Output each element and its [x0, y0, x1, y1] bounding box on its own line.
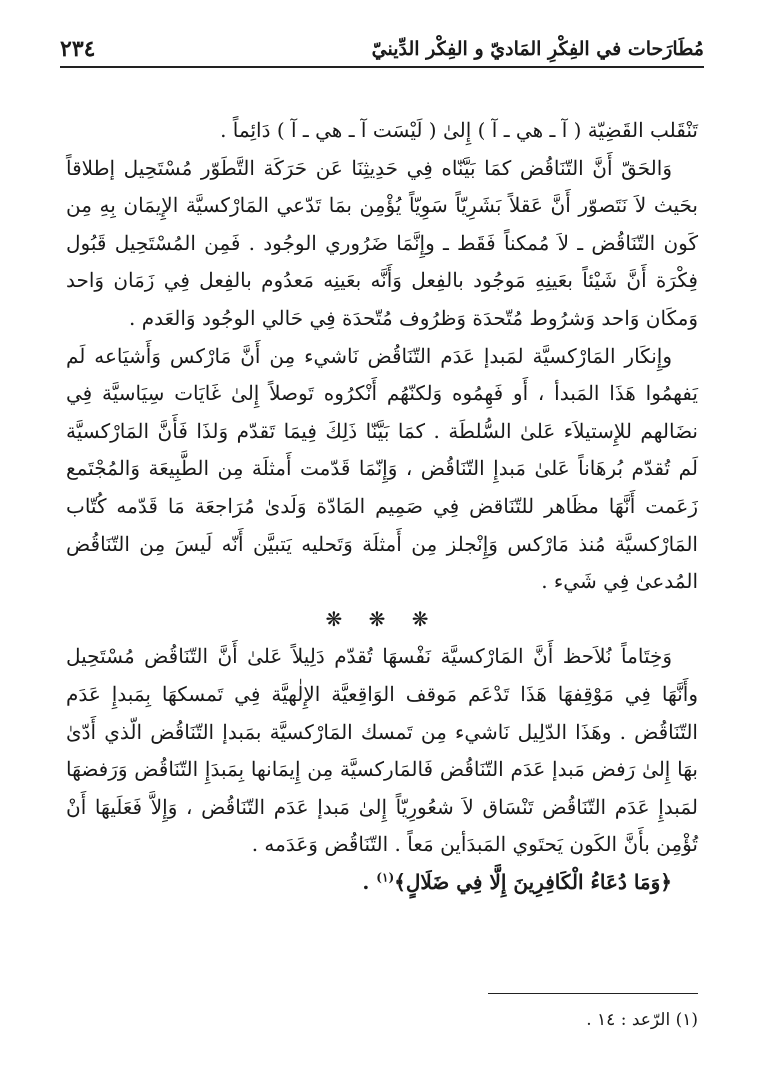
- page-number: ٢٣٤: [60, 36, 96, 62]
- running-title: مُطَارَحات في الفِكْرِ المَاديّ و الفِكْر الدِّينيّ: [371, 38, 704, 60]
- section-divider: ❋ ❋ ❋: [325, 606, 439, 631]
- paragraph-conclusion: وَخِتَاماً نُلاَحظ أَنَّ المَارْكسيَّة نَفْسهَا تُقدّم دَلِيلاً عَلىٰ أَنَّ التّنَاقُض مُسْتَحِيل وأَنَّهَا فِي مَوْقِفهَا هَذَا تَدْعَم مَوقف الوَاقِعيَّة الإِلٰهيَّة فِي تَمسكهَا بِمَبدإِ عَدَم التّنَاقُض . وهَذَا الدّلِيل نَاشيء مِن تَمسك المَارْكسيَّة بمَبدإ التّنَاقُض الّذي أَدّىٰ بهَا إِلىٰ رَفض مَبدإ عَدَم التّنَاقُض فَالمَاركسيَّة مِن إِيمَانها بِمَبدَإِ التّنَاقُض وَرَفضهَا لمَبدإِ عَدَم التّنَاقُض تَنْسَاق لاَ شعُورِيّاً إِلىٰ مَبدإ عَدَم التّنَاقُض ، وَإِلاَّ فَعَلَيهَا أَنْ تُؤْمِن بأَنَّ الكَون يَحتَوي المَبدَأين مَعاً . التّنَاقُض وَعَدَمه .: [66, 644, 698, 857]
- footnote-rule: [488, 993, 698, 994]
- header-rule: [60, 66, 704, 68]
- footnote-reference[interactable]: (١): [376, 870, 395, 885]
- paragraph-contradiction-impossible: وَالحَقّ أَنَّ التّنَاقُض كمَا بَيَّنّاه فِي حَدِيثِنَا عَن حَرَكَة التَّطَوّر مُسْتَحِيل إطلاقاً بحَيث لاَ نَتَصوّر أَنَّ عَقلاً بَشَرِيّاً سَوِيّاً يُؤْمِن بمَا تَدّعي المَارْكسيَّة الإِيمَان بِهِ مِن كَون التّنَاقُض ـ لاَ مُمكناً فَقَط ـ وإِنَّمَا ضَرُوري الوجُود . فَمِن المُسْتَحِيل قَبُول فِكْرَة أَنَّ شَيْئاً بعَينِهِ مَوجُود بالفِعل وَأَنَّه بعَينِه مَعدُوم بالفِعل فِي زَمَان وَاحد وَمكَان وَاحد وَشرُوط مُتّحدَة وَظرُوف مُتّحدَة فِي حَالي الوجُود وَالعَدم .: [66, 155, 698, 330]
- opening-line: تَنْقَلب القَضِيّة ( آ ـ هي ـ آ ) إِلىٰ ( لَيْسَت آ ـ هي ـ آ ) دَائِماً .: [220, 118, 698, 142]
- running-header: [60, 34, 704, 64]
- verse-end-mark: .: [362, 869, 377, 894]
- quran-verse-line: [66, 864, 698, 902]
- main-text: [66, 112, 698, 901]
- paragraph-marxist-denial: وإِنكَار المَارْكسيَّة لمَبدإ عَدَم التّنَاقُض نَاشيء مِن أَنَّ مَارْكس وَأَشيَاعه لَم يَفهمُوا هَذَا المَبدأ ، أَو فَهِمُوه وَلكنّهُم أَنْكرُوه تَوصلاً إِلىٰ غَايَات سِيَاسيَّة فِي نضَالهم للإِستيلاَء عَلىٰ السُّلطَة . كمَا بَيَّنّا ذَلِكَ فِيمَا تَقدّم وَلذَا فَأَنَّ المَارْكسيَّة لَم تُقدّم بُرهَاناً عَلىٰ مَبدإِ التّنَاقُض ، وَإِنّمَا قَدّمت أَمثلَة مِن الطَّبِيعَة وَالمُجْتَمع زَعَمت أَنَّهَا مظَاهر للتّنَاقض فِي صَمِيم المَادّة وَلَدىٰ مُرَاجعَة مَا قَدّمه كُتّاب المَارْكسيَّة مُنذ مَارْكس وَإِنْجلز مِن أَمثلَة وَتَحليه يَتبيَّن أَنّه لَيسَ مِن التّنَاقُض المُدعىٰ فِي شَيء .: [66, 343, 698, 594]
- quran-verse: ﴿وَمَا دُعَاءُ الْكَافِرِينَ إِلَّا فِي ضَلَالٍ﴾: [394, 869, 672, 894]
- footnote: (١) الرّعد : ١٤ .: [586, 1010, 698, 1030]
